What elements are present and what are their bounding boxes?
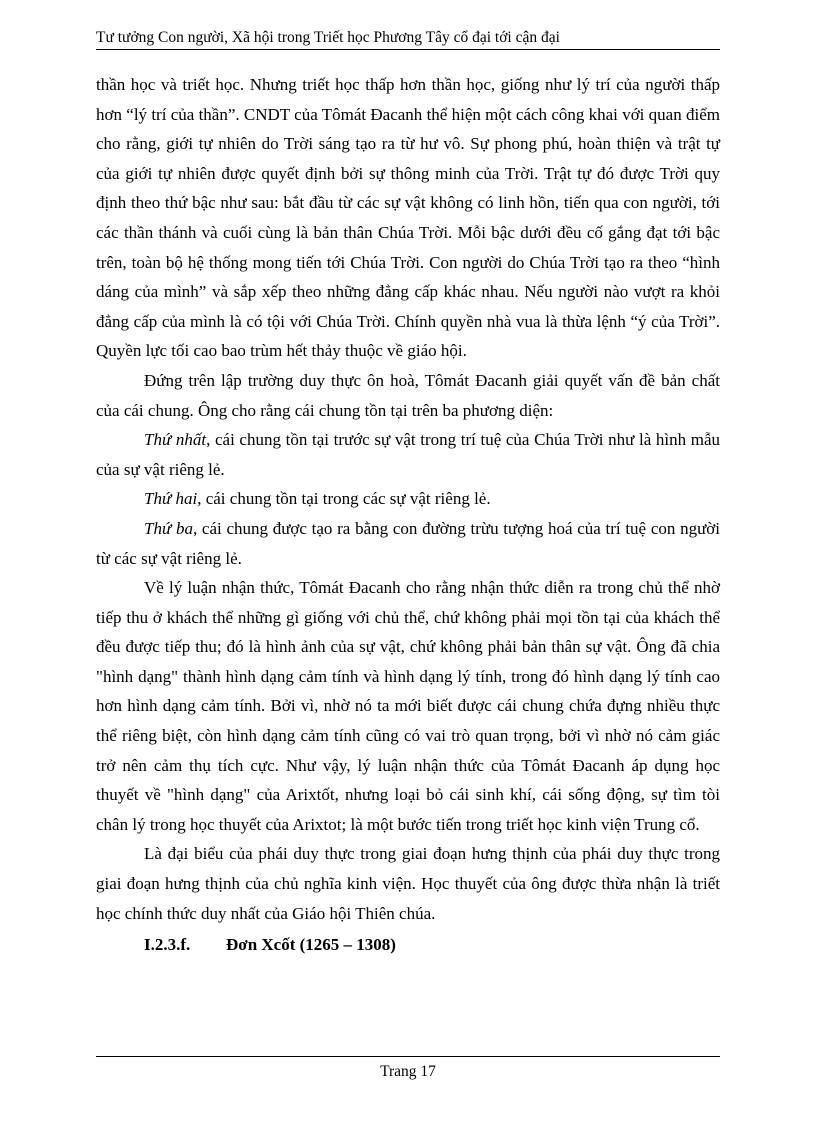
page-body (96, 70, 720, 960)
section-heading (96, 930, 720, 960)
page-number: Trang 17 (380, 1063, 436, 1080)
paragraph-realism: Đứng trên lập trường duy thực ôn hoà, Tômát Đacanh giải quyết vấn đề bản chất của cái chung. Ông cho rằng cái chung tồn tại trên ba phương diện: (96, 370, 720, 420)
first-aspect-text: , cái chung tồn tại trước sự vật trong trí tuệ của Chúa Trời như là hình mẫu của sự vật riêng lẻ. (96, 430, 720, 479)
running-header: Tư tưởng Con người, Xã hội trong Triết học Phương Tây cổ đại tới cận đại (96, 29, 560, 46)
paragraph-epistemology: Về lý luận nhận thức, Tômát Đacanh cho rằng nhận thức diễn ra trong chủ thể nhờ tiếp thu ở khách thể những gì giống với chủ thể, chứ không phải mọi tồn tại của khách thể đều được tiếp thu; đó là hình ảnh của sự vật, chứ không phải bản thân sự vật. Ông đã chia "hình dạng" thành hình dạng cảm tính và hình dạng lý tính, trong đó hình dạng lý tính cao hơn hình dạng cảm tính. Bởi vì, nhờ nó ta mới biết được cái chung chứa đựng nhiều thực thể riêng biệt, còn hình dạng cảm tính cũng có vai trò quan trọng, bởi vì nhờ nó cảm giác trở nên cảm thụ tích cực. Như vậy, lý luận nhận thức của Tômát Đacanh áp dụng học thuyết về "hình dạng" của Arixtốt, nhưng loại bỏ cái sinh khí, cái sống động, sự tìm tòi chân lý trong học thuyết của Arixtot; là một bước tiến trong triết học kinh viện Trung cổ. (96, 578, 720, 834)
paragraph-second-aspect (96, 484, 720, 514)
paragraph-first-aspect (96, 425, 720, 484)
third-aspect-lead: Thứ ba (144, 518, 193, 538)
section-title: Đơn Xcốt (1265 – 1308) (226, 935, 396, 955)
paragraph-representative: Là đại biểu của phái duy thực trong giai đoạn hưng thịnh của phái duy thực trong giai đoạn hưng thịnh của chủ nghĩa kinh viện. Học thuyết của ông được thừa nhận là triết học chính thức duy nhất của Giáo hội Thiên chúa. (96, 844, 720, 923)
paragraph-continuation: thần học và triết học. Nhưng triết học thấp hơn thần học, giống như lý trí của người thấp hơn “lý trí của thần”. CNDT của Tômát Đacanh thể hiện một cách công khai với quan điểm cho rằng, giới tự nhiên do Trời sáng tạo ra từ hư vô. Sự phong phú, hoàn thiện và trật tự của giới tự nhiên được quyết định bởi sự thông minh của Trời. Trật tự đó được Trời quy định theo thứ bậc như sau: bắt đầu từ các sự vật không có linh hồn, tiến qua con người, tới các thần thánh và cuối cùng là bản thân Chúa Trời. Mỗi bậc dưới đều cố gắng đạt tới bậc trên, toàn bộ hệ thống mong tiến tới Chúa Trời. Con người do Chúa Trời tạo ra theo “hình dáng của mình” và sắp xếp theo những đẳng cấp khác nhau. Nếu người nào vượt ra khỏi đẳng cấp của mình là có tội với Chúa Trời. Chính quyền nhà vua là thừa lệnh “ý của Trời”. Quyền lực tối cao bao trùm hết thảy thuộc về giáo hội. (96, 75, 720, 361)
footer-divider (96, 1056, 720, 1057)
first-aspect-lead: Thứ nhất (144, 430, 207, 450)
second-aspect-text: , cái chung tồn tại trong các sự vật riêng lẻ. (197, 489, 491, 509)
second-aspect-lead: Thứ hai (144, 489, 198, 509)
paragraph-third-aspect (96, 514, 720, 573)
section-number: I.2.3.f. (144, 935, 191, 955)
third-aspect-text: , cái chung được tạo ra bằng con đường trừu tượng hoá của trí tuệ con người từ các sự vật riêng lẻ. (96, 518, 721, 568)
header-divider (96, 49, 720, 50)
